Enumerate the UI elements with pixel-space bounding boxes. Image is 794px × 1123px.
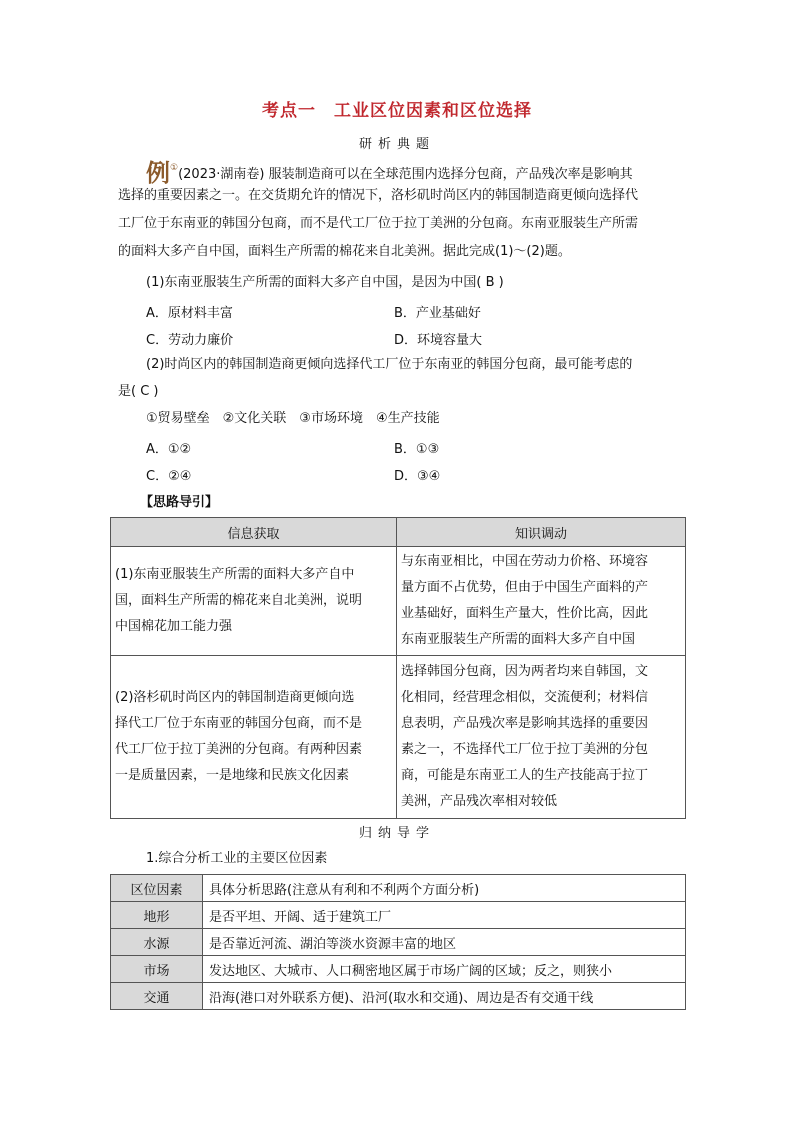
table-row [111,929,686,956]
thinking-guide-table [110,517,686,819]
question-2-stem-1: (2)时尚区内的韩国制造商更倾向选择代工厂位于东南亚的韩国分包商，最可能考虑的 [146,357,633,372]
table-row [111,547,686,656]
section-heading-1: 研析典题 [358,137,435,152]
guide-heading: 【思路导引】 [140,495,219,510]
table-header-cell: 信息获取 [111,518,397,547]
q2-option-c: C．②④ [146,469,192,484]
factor-key: 区位因素 [111,875,203,902]
table-row [111,875,686,902]
example-line-3: 工厂位于东南亚的韩国分包商，而不是代工厂位于拉丁美洲的分包商。东南亚服装生产所需 [118,216,639,231]
example-line-4: 的面料大多产自中国，面料生产所需的棉花来自北美洲。据此完成(1)～(2)题。 [118,244,571,259]
q2-option-a: A．①② [146,442,192,457]
q2-option-d: D．③④ [394,469,441,484]
table-row [111,902,686,929]
title-part1: 考点一 [262,101,316,121]
q1-option-b: B．产业基础好 [394,306,481,321]
question-1-stem: (1)东南亚服装生产所需的面料大多产自中国，是因为中国( B ) [146,275,504,290]
q1-option-d: D．环境容量大 [394,333,483,348]
factor-key: 交通 [111,983,203,1010]
section-heading-2: 归纳导学 [358,826,435,841]
table-row [111,956,686,983]
factor-value: 沿海(港口对外联系方便)、沿河(取水和交通)、周边是否有交通干线 [203,983,686,1010]
page-title [0,96,794,121]
question-2-items: ①贸易壁垒 ②文化关联 ③市场环境 ④生产技能 [146,411,440,426]
table-cell-info: (1)东南亚服装生产所需的面料大多产自中 国，面料生产所需的棉花来自北美洲，说明 中国棉花加工能力强 [111,547,397,656]
q2-option-b: B．①③ [394,442,440,457]
factor-value: 具体分析思路(注意从有利和不利两个方面分析) [203,875,686,902]
location-factors-table [110,874,686,1010]
example-line-2: 选择的重要因素之一。在交货期允许的情况下，洛杉矶时尚区内的韩国制造商更倾向选择代 [118,188,639,203]
example-mark: 例 [146,158,170,187]
table-header-cell: 知识调动 [397,518,686,547]
subheading: 1.综合分析工业的主要区位因素 [146,851,328,866]
factor-key: 地形 [111,902,203,929]
table-header-row [111,518,686,547]
factor-value: 发达地区、大城市、人口稠密地区属于市场广阔的区域；反之，则狭小 [203,956,686,983]
factor-value: 是否平坦、开阔、适于建筑工厂 [203,902,686,929]
example-number: ① [170,163,179,173]
table-cell-info: (2)洛杉矶时尚区内的韩国制造商更倾向选 择代工厂位于东南亚的韩国分包商，而不是 代工厂位于拉丁美洲的分包商。有两种因素 一是质量因素，一是地缘和民族文化因素 [111,656,397,819]
table-row [111,983,686,1010]
factor-key: 水源 [111,929,203,956]
example-line-1: 例①(2023·湖南卷) 服装制造商可以在全球范围内选择分包商，产品残次率是影响其 [146,158,633,187]
factor-value: 是否靠近河流、湖泊等淡水资源丰富的地区 [203,929,686,956]
title-part2: 工业区位因素和区位选择 [334,101,532,121]
q1-option-c: C．劳动力廉价 [146,333,234,348]
table-cell-knowledge: 选择韩国分包商，因为两者均来自韩国，文 化相同，经营理念相似，交流便利；材料信 息表明，产品残次率是影响其选择的重要因 素之一，不选择代工厂位于拉丁美洲的分包 商，可能是东南亚工人的生产技能高于拉丁 美洲，产品残次率相对较低 [397,656,686,819]
q1-option-a: A．原材料丰富 [146,306,233,321]
factor-key: 市场 [111,956,203,983]
question-2-stem-2: 是( C ) [118,384,159,399]
table-cell-knowledge: 与东南亚相比，中国在劳动力价格、环境容 量方面不占优势，但由于中国生产面料的产 业基础好，面料生产量大，性价比高，因此 东南亚服装生产所需的面料大多产自中国 [397,547,686,656]
table-row [111,656,686,819]
example-paragraph-cont [118,182,658,266]
